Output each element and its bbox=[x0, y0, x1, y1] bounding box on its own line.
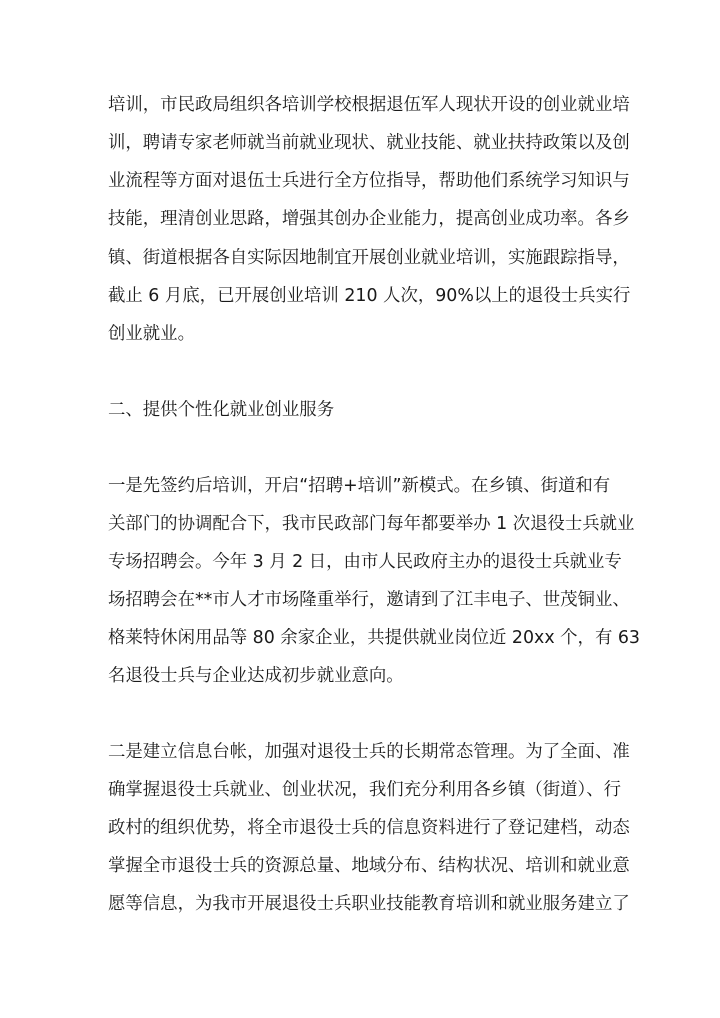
text-line: 愿等信息，为我市开展退役士兵职业技能教育培训和就业服务建立了 bbox=[108, 894, 630, 914]
text-line: 专场招聘会。今年 3 月 2 日，由市人民政府主办的退役士兵就业专 bbox=[108, 552, 622, 572]
text-line: 培训，市民政局组织各培训学校根据退伍军人现状开设的创业就业培 bbox=[108, 95, 630, 115]
text-line: 训，聘请专家老师就当前就业现状、就业技能、就业扶持政策以及创 bbox=[108, 133, 630, 153]
text-line: 确掌握退役士兵就业、创业状况，我们充分利用各乡镇（街道）、行 bbox=[108, 780, 622, 800]
text-line: 掌握全市退役士兵的资源总量、地域分布、结构状况、培训和就业意 bbox=[108, 856, 630, 876]
text-line: 政村的组织优势，将全市退役士兵的信息资料进行了登记建档，动态 bbox=[108, 818, 630, 838]
heading-text: 二、提供个性化就业创业服务 bbox=[108, 400, 335, 420]
text-line: 技能，理清创业思路，增强其创办企业能力，提高创业成功率。各乡 bbox=[108, 209, 630, 229]
text-line: 截止 6 月底，已开展创业培训 210 人次，90%以上的退役士兵实行 bbox=[108, 286, 631, 306]
text-line: 业流程等方面对退伍士兵进行全方位指导，帮助他们系统学习知识与 bbox=[108, 171, 630, 191]
text-line: 名退役士兵与企业达成初步就业意向。 bbox=[108, 666, 404, 686]
text-line: 二是建立信息台帐，加强对退役士兵的长期常态管理。为了全面、准 bbox=[108, 742, 630, 762]
text-line: 镇、街道根据各自实际因地制宜开展创业就业培训，实施跟踪指导， bbox=[108, 248, 630, 268]
text-line: 关部门的协调配合下，我市民政部门每年都要举办 1 次退役士兵就业 bbox=[108, 514, 635, 534]
text-line: 场招聘会在**市人才市场隆重举行，邀请到了江丰电子、世茂铜业、 bbox=[108, 590, 630, 610]
text-line: 格莱特休闲用品等 80 余家企业，共提供就业岗位近 20xx 个，有 63 bbox=[108, 628, 640, 648]
text-line: 创业就业。 bbox=[108, 324, 195, 344]
text-line: 一是先签约后培训，开启“招聘+培训”新模式。在乡镇、街道和有 bbox=[108, 476, 611, 496]
